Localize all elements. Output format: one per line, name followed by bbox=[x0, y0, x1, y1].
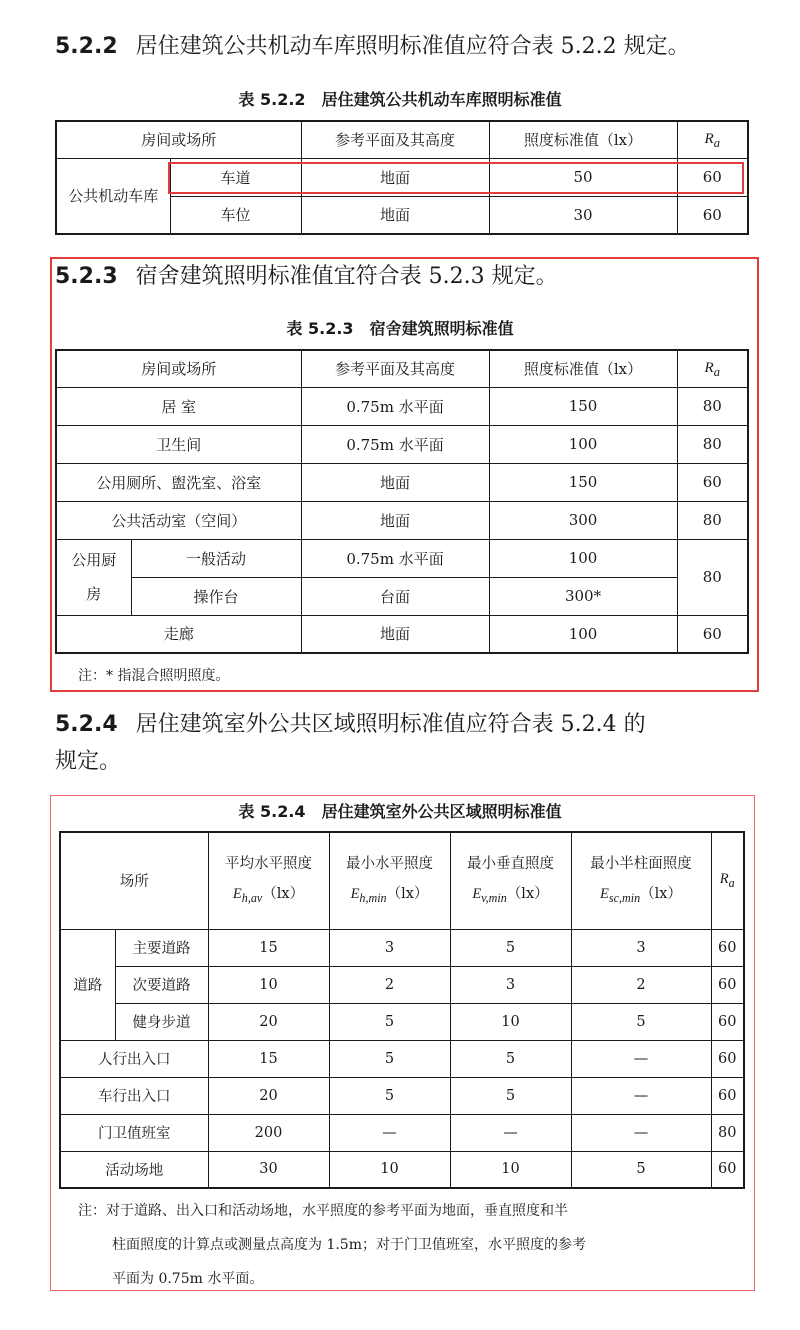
table-cell: 车道 bbox=[170, 158, 301, 196]
caption-number: 表 5.2.3 bbox=[286, 319, 354, 338]
table-cell: 活动场地 bbox=[60, 1151, 208, 1188]
table-cell: 15 bbox=[208, 929, 329, 966]
highlight-box bbox=[168, 162, 744, 194]
table-note: 平面为 0.75m 水平面。 bbox=[112, 1271, 264, 1287]
table-cell: 卫生间 bbox=[56, 425, 301, 463]
table-row bbox=[56, 387, 748, 425]
header-cell: 房间或场所 bbox=[56, 121, 301, 158]
header-cell: 最小垂直照度 $E_{v,min}(lx)$ bbox=[450, 832, 571, 929]
table-cell: 80 bbox=[677, 501, 748, 539]
table-cell: 公共活动室（空间） bbox=[56, 501, 301, 539]
table-cell: 30 bbox=[208, 1151, 329, 1188]
table-cell: 100 bbox=[489, 539, 677, 577]
clause-text: 居住建筑公共机动车库照明标准值应符合表 5.2.2 规定。 bbox=[135, 34, 690, 59]
table-5-2-3 bbox=[55, 349, 749, 654]
table-cell: — bbox=[571, 1077, 711, 1114]
table-cell: 5 bbox=[450, 1040, 571, 1077]
table-cell: 地面 bbox=[301, 615, 489, 653]
table-cell: 地面 bbox=[301, 463, 489, 501]
header-cell: 最小半柱面照度 $E_{sc,min}(lx)$ bbox=[571, 832, 711, 929]
table-row bbox=[60, 1040, 744, 1077]
table-cell: 150 bbox=[489, 387, 677, 425]
table-cell: 3 bbox=[450, 966, 571, 1003]
table-cell: 50 bbox=[489, 158, 677, 196]
table-cell: 5 bbox=[571, 1003, 711, 1040]
table-cell: 60 bbox=[711, 929, 744, 966]
table-row bbox=[56, 463, 748, 501]
table-note: 注：对于道路、出入口和活动场地，水平照度的参考平面为地面，垂直照度和半 bbox=[78, 1203, 568, 1219]
table-cell: 地面 bbox=[301, 501, 489, 539]
clause-text: 居住建筑室外公共区域照明标准值应符合表 5.2.4 的 bbox=[135, 712, 646, 737]
table-cell: 300 bbox=[489, 501, 677, 539]
table-cell: 0.75m 水平面 bbox=[301, 387, 489, 425]
table-row bbox=[60, 929, 744, 966]
header-cell-ra: $R_a$ bbox=[711, 832, 744, 929]
table-cell: 人行出入口 bbox=[60, 1040, 208, 1077]
table-cell: — bbox=[571, 1040, 711, 1077]
table-cell: 公用厕所、盥洗室、浴室 bbox=[56, 463, 301, 501]
table-caption-5-2-4 bbox=[0, 799, 800, 822]
table-cell: 次要道路 bbox=[115, 966, 208, 1003]
table-cell: 100 bbox=[489, 615, 677, 653]
table-cell: 走廊 bbox=[56, 615, 301, 653]
table-cell: 80 bbox=[711, 1114, 744, 1151]
table-cell: 20 bbox=[208, 1003, 329, 1040]
table-cell: 10 bbox=[208, 966, 329, 1003]
table-cell: 60 bbox=[711, 966, 744, 1003]
table-cell: 60 bbox=[677, 463, 748, 501]
table-cell: 300* bbox=[489, 577, 677, 615]
table-cell: 10 bbox=[450, 1003, 571, 1040]
header-cell: 照度标准值（lx） bbox=[489, 121, 677, 158]
header-cell-ra: $R_a$ bbox=[677, 121, 748, 158]
table-header-row bbox=[56, 121, 748, 158]
table-cell: 主要道路 bbox=[115, 929, 208, 966]
clause-number: 5.2.2 bbox=[55, 34, 118, 59]
table-cell: 2 bbox=[571, 966, 711, 1003]
table-row bbox=[60, 1114, 744, 1151]
header-cell: 场所 bbox=[60, 832, 208, 929]
table-header-row bbox=[56, 350, 748, 387]
table-row bbox=[56, 501, 748, 539]
table-row bbox=[56, 425, 748, 463]
table-cell: 60 bbox=[711, 1003, 744, 1040]
table-cell: — bbox=[450, 1114, 571, 1151]
table-cell: 健身步道 bbox=[115, 1003, 208, 1040]
table-caption-5-2-3 bbox=[0, 316, 800, 339]
header-cell-ra: $R_a$ bbox=[677, 350, 748, 387]
table-cell: 2 bbox=[329, 966, 450, 1003]
table-cell: 0.75m 水平面 bbox=[301, 425, 489, 463]
table-cell: 车行出入口 bbox=[60, 1077, 208, 1114]
clause-5-2-3 bbox=[55, 262, 558, 292]
header-cell: 参考平面及其高度 bbox=[301, 350, 489, 387]
table-cell: 150 bbox=[489, 463, 677, 501]
table-cell: 60 bbox=[711, 1077, 744, 1114]
table-cell: 15 bbox=[208, 1040, 329, 1077]
table-cell: 80 bbox=[677, 387, 748, 425]
table-cell: 5 bbox=[329, 1077, 450, 1114]
table-row bbox=[60, 1151, 744, 1188]
table-cell: — bbox=[329, 1114, 450, 1151]
table-cell: 地面 bbox=[301, 158, 489, 196]
table-cell: 60 bbox=[677, 158, 748, 196]
table-cell: 100 bbox=[489, 425, 677, 463]
table-cell: 60 bbox=[711, 1040, 744, 1077]
table-5-2-4 bbox=[59, 831, 745, 1189]
table-cell: 5 bbox=[329, 1040, 450, 1077]
table-row bbox=[56, 539, 748, 577]
table-row bbox=[56, 577, 748, 615]
table-cell: 0.75m 水平面 bbox=[301, 539, 489, 577]
table-cell: 5 bbox=[329, 1003, 450, 1040]
table-cell: 3 bbox=[329, 929, 450, 966]
caption-number: 表 5.2.4 bbox=[238, 802, 306, 821]
clause-number: 5.2.3 bbox=[55, 264, 118, 289]
caption-title: 宿舍建筑照明标准值 bbox=[369, 319, 514, 338]
clause-5-2-4-cont: 规定。 bbox=[55, 749, 122, 774]
table-cell: 5 bbox=[450, 1077, 571, 1114]
group-cell: 公用厨房 bbox=[56, 539, 131, 615]
group-cell: 公共机动车库 bbox=[56, 158, 170, 234]
table-row bbox=[60, 1077, 744, 1114]
table-header-row bbox=[60, 832, 744, 929]
table-cell: 10 bbox=[450, 1151, 571, 1188]
table-cell: 60 bbox=[677, 196, 748, 234]
table-row bbox=[56, 615, 748, 653]
table-cell: 80 bbox=[677, 539, 748, 615]
header-cell: 房间或场所 bbox=[56, 350, 301, 387]
table-cell: 门卫值班室 bbox=[60, 1114, 208, 1151]
table-caption-5-2-2 bbox=[0, 87, 800, 110]
table-cell: 居 室 bbox=[56, 387, 301, 425]
header-cell: 照度标准值（lx） bbox=[489, 350, 677, 387]
table-cell: 200 bbox=[208, 1114, 329, 1151]
table-cell: 10 bbox=[329, 1151, 450, 1188]
table-note: 注：* 指混合照明照度。 bbox=[78, 668, 230, 684]
clause-text: 宿舍建筑照明标准值宜符合表 5.2.3 规定。 bbox=[135, 264, 558, 289]
table-cell: 5 bbox=[450, 929, 571, 966]
table-cell: 80 bbox=[677, 425, 748, 463]
caption-number: 表 5.2.2 bbox=[238, 90, 306, 109]
caption-title: 居住建筑室外公共区域照明标准值 bbox=[321, 802, 562, 821]
table-row bbox=[60, 1003, 744, 1040]
table-cell: 3 bbox=[571, 929, 711, 966]
table-cell: 5 bbox=[571, 1151, 711, 1188]
group-cell: 道路 bbox=[60, 929, 115, 1040]
header-cell: 平均水平照度 $E_{h,av}(lx)$ bbox=[208, 832, 329, 929]
table-note: 柱面照度的计算点或测量点高度为 1.5m；对于门卫值班室，水平照度的参考 bbox=[112, 1237, 586, 1253]
table-cell: 一般活动 bbox=[131, 539, 301, 577]
table-cell: 20 bbox=[208, 1077, 329, 1114]
table-cell: 60 bbox=[711, 1151, 744, 1188]
header-cell: 参考平面及其高度 bbox=[301, 121, 489, 158]
table-row bbox=[60, 966, 744, 1003]
clause-5-2-2 bbox=[55, 32, 690, 62]
clause-number: 5.2.4 bbox=[55, 712, 118, 737]
caption-title: 居住建筑公共机动车库照明标准值 bbox=[321, 90, 562, 109]
table-cell: 操作台 bbox=[131, 577, 301, 615]
table-cell: 30 bbox=[489, 196, 677, 234]
table-cell: 地面 bbox=[301, 196, 489, 234]
table-cell: — bbox=[571, 1114, 711, 1151]
table-cell: 台面 bbox=[301, 577, 489, 615]
table-cell: 60 bbox=[677, 615, 748, 653]
header-cell: 最小水平照度 $E_{h,min}(lx)$ bbox=[329, 832, 450, 929]
clause-5-2-4 bbox=[55, 710, 646, 740]
table-cell: 车位 bbox=[170, 196, 301, 234]
